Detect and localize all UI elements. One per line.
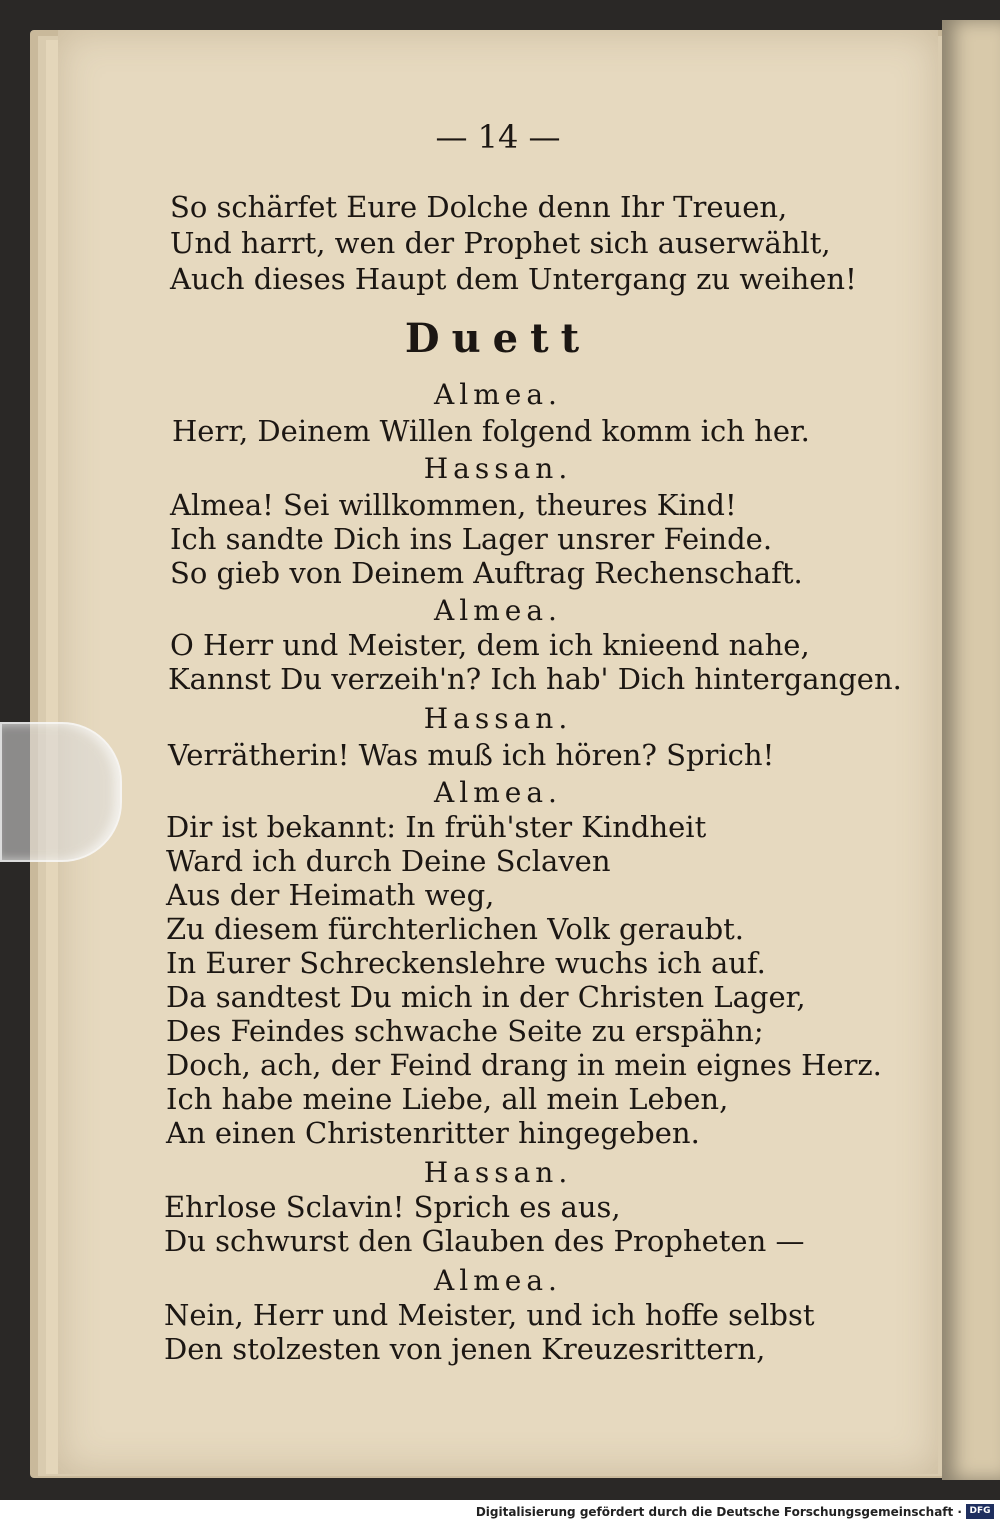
verse-line: Ich sandte Dich ins Lager unsrer Feinde. bbox=[170, 522, 773, 556]
verse-line: An einen Christenritter hingegeben. bbox=[166, 1116, 700, 1150]
verse-line: Und harrt, wen der Prophet sich auserwählt, bbox=[170, 226, 831, 260]
verse-line: Ehrlose Sclavin! Sprich es aus, bbox=[164, 1190, 621, 1224]
section-heading: Duett bbox=[404, 315, 592, 362]
verse-line: In Eurer Schreckenslehre wuchs ich auf. bbox=[166, 946, 766, 980]
verse-line: Verrätherin! Was muß ich hören? Sprich! bbox=[168, 738, 775, 772]
verse-line: Den stolzesten von jenen Kreuzesrittern, bbox=[164, 1332, 766, 1366]
footer-bar bbox=[0, 1500, 1000, 1524]
verse-line: O Herr und Meister, dem ich knieend nahe, bbox=[170, 628, 810, 662]
verse-line: Ich habe meine Liebe, all mein Leben, bbox=[166, 1082, 729, 1116]
speaker-name: Hassan. bbox=[423, 1156, 573, 1189]
verse-line: So gieb von Deinem Auftrag Rechenschaft. bbox=[170, 556, 803, 590]
verse-line: Des Feindes schwache Seite zu erspähn; bbox=[166, 1014, 764, 1048]
speaker-name: Almea. bbox=[434, 594, 562, 627]
verse-line: Doch, ach, der Feind drang in mein eignes Herz. bbox=[166, 1048, 882, 1082]
verse-line: Zu diesem fürchterlichen Volk geraubt. bbox=[166, 912, 745, 946]
verse-line: Kannst Du verzeih'n? Ich hab' Dich hintergangen. bbox=[168, 662, 902, 696]
verse-line: Du schwurst den Glauben des Propheten — bbox=[164, 1224, 805, 1258]
dfg-logo: DFG bbox=[966, 1504, 994, 1519]
speaker-name: Almea. bbox=[434, 378, 562, 411]
speaker-name: Hassan. bbox=[423, 452, 573, 485]
verse-line: Da sandtest Du mich in der Christen Lager, bbox=[166, 980, 806, 1014]
verse-line: Herr, Deinem Willen folgend komm ich her. bbox=[172, 414, 810, 448]
verse-line: Nein, Herr und Meister, und ich hoffe selbst bbox=[164, 1298, 815, 1332]
verse-line: So schärfet Eure Dolche denn Ihr Treuen, bbox=[170, 190, 788, 224]
verse-line: Ward ich durch Deine Sclaven bbox=[166, 844, 611, 878]
verse-line: Dir ist bekannt: In früh'ster Kindheit bbox=[166, 810, 707, 844]
page-clip bbox=[0, 722, 122, 862]
verse-line: Auch dieses Haupt dem Untergang zu weihen! bbox=[170, 262, 857, 296]
verse-line: Almea! Sei willkommen, theures Kind! bbox=[170, 488, 737, 522]
speaker-name: Almea. bbox=[434, 776, 562, 809]
page-number: — 14 — bbox=[435, 118, 561, 156]
verse-line: Aus der Heimath weg, bbox=[166, 878, 495, 912]
speaker-name: Almea. bbox=[434, 1264, 562, 1297]
speaker-name: Hassan. bbox=[423, 702, 573, 735]
funding-credit: Digitalisierung gefördert durch die Deutsche Forschungsgemeinschaft · bbox=[475, 1505, 962, 1519]
